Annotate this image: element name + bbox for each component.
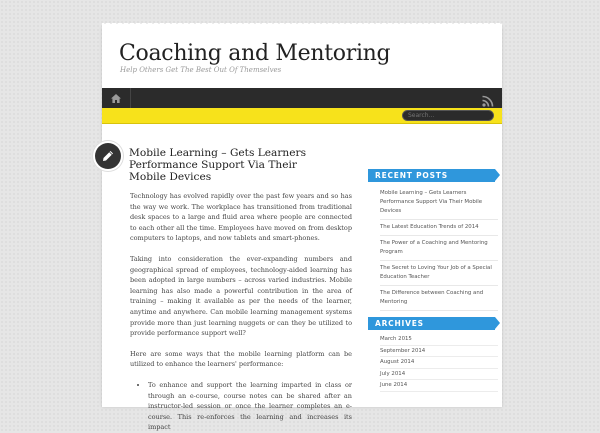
nav-home-link[interactable] (102, 88, 131, 108)
recent-posts-list (372, 186, 498, 311)
recent-post-link[interactable]: Mobile Learning – Gets Learners Performance Support Via Their Mobile Devices (380, 186, 498, 220)
sidebar (372, 169, 498, 392)
post-paragraph: Taking into consideration the ever-expanding numbers and geographical spread of employees, technology-aided learning has been adopted in large numbers – across varied industries. Mobile learning has also made a powerful contribution in the area of training – making it available as per the needs of the learner, anytime and anywhere. Can mobile learning management systems provide more than just learning nuggets or can they be utilized to provide performance support well? (130, 254, 352, 338)
rss-icon (482, 95, 494, 107)
page-top-edge (102, 23, 502, 28)
archive-link[interactable]: July 2014 (380, 369, 498, 381)
archive-link[interactable]: March 2015 (380, 334, 498, 346)
post-format-badge (95, 143, 121, 169)
main-navigation (102, 88, 502, 108)
archive-link[interactable]: September 2014 (380, 346, 498, 358)
archives-title: ARCHIVES (368, 317, 495, 330)
recent-post-link[interactable]: The Secret to Loving Your Job of a Special Education Teacher (380, 261, 498, 286)
pencil-icon (102, 150, 114, 162)
archive-link[interactable]: August 2014 (380, 357, 498, 369)
rss-link[interactable] (482, 92, 494, 104)
search-bar (102, 108, 502, 124)
recent-posts-widget (372, 169, 498, 311)
post-bullet-list (130, 380, 352, 433)
post-paragraph: Here are some ways that the mobile learning platform can be utilized to enhance the learners' performance: (130, 349, 352, 369)
recent-post-link[interactable]: The Latest Education Trends of 2014 (380, 220, 498, 236)
page-container (102, 27, 502, 432)
post-content (130, 191, 352, 433)
archives-list (372, 334, 498, 392)
post-paragraph: Technology has evolved rapidly over the past few years and so has the way we work. The workplace has transitioned from traditional desk spaces to a large and fluid area where people are connected to each other all the time. Employees have moved on from desktop computers to laptops, and now tablets and smart-phones. (130, 192, 352, 243)
site-description: Help Others Get The Best Out Of Themselves (120, 66, 282, 74)
search-input[interactable] (402, 110, 494, 121)
post-title[interactable]: Mobile Learning – Gets Learners Performance Support Via Their Mobile Devices (129, 147, 307, 183)
archive-link[interactable]: June 2014 (380, 380, 498, 392)
recent-post-link[interactable]: The Difference between Coaching and Mentoring (380, 286, 498, 311)
site-title[interactable]: Coaching and Mentoring (119, 41, 391, 66)
archives-widget (372, 317, 498, 392)
home-icon (111, 94, 121, 103)
recent-posts-title: RECENT POSTS (368, 169, 495, 182)
recent-post-link[interactable]: The Power of a Coaching and Mentoring Program (380, 236, 498, 261)
post-bullet-item: • To enhance and support the learning imparted in class or through an e-course, course notes can be shared after an instructor-led session or once the learner completes an e-course. This re-enforces the learning and increases its impact (148, 380, 352, 433)
